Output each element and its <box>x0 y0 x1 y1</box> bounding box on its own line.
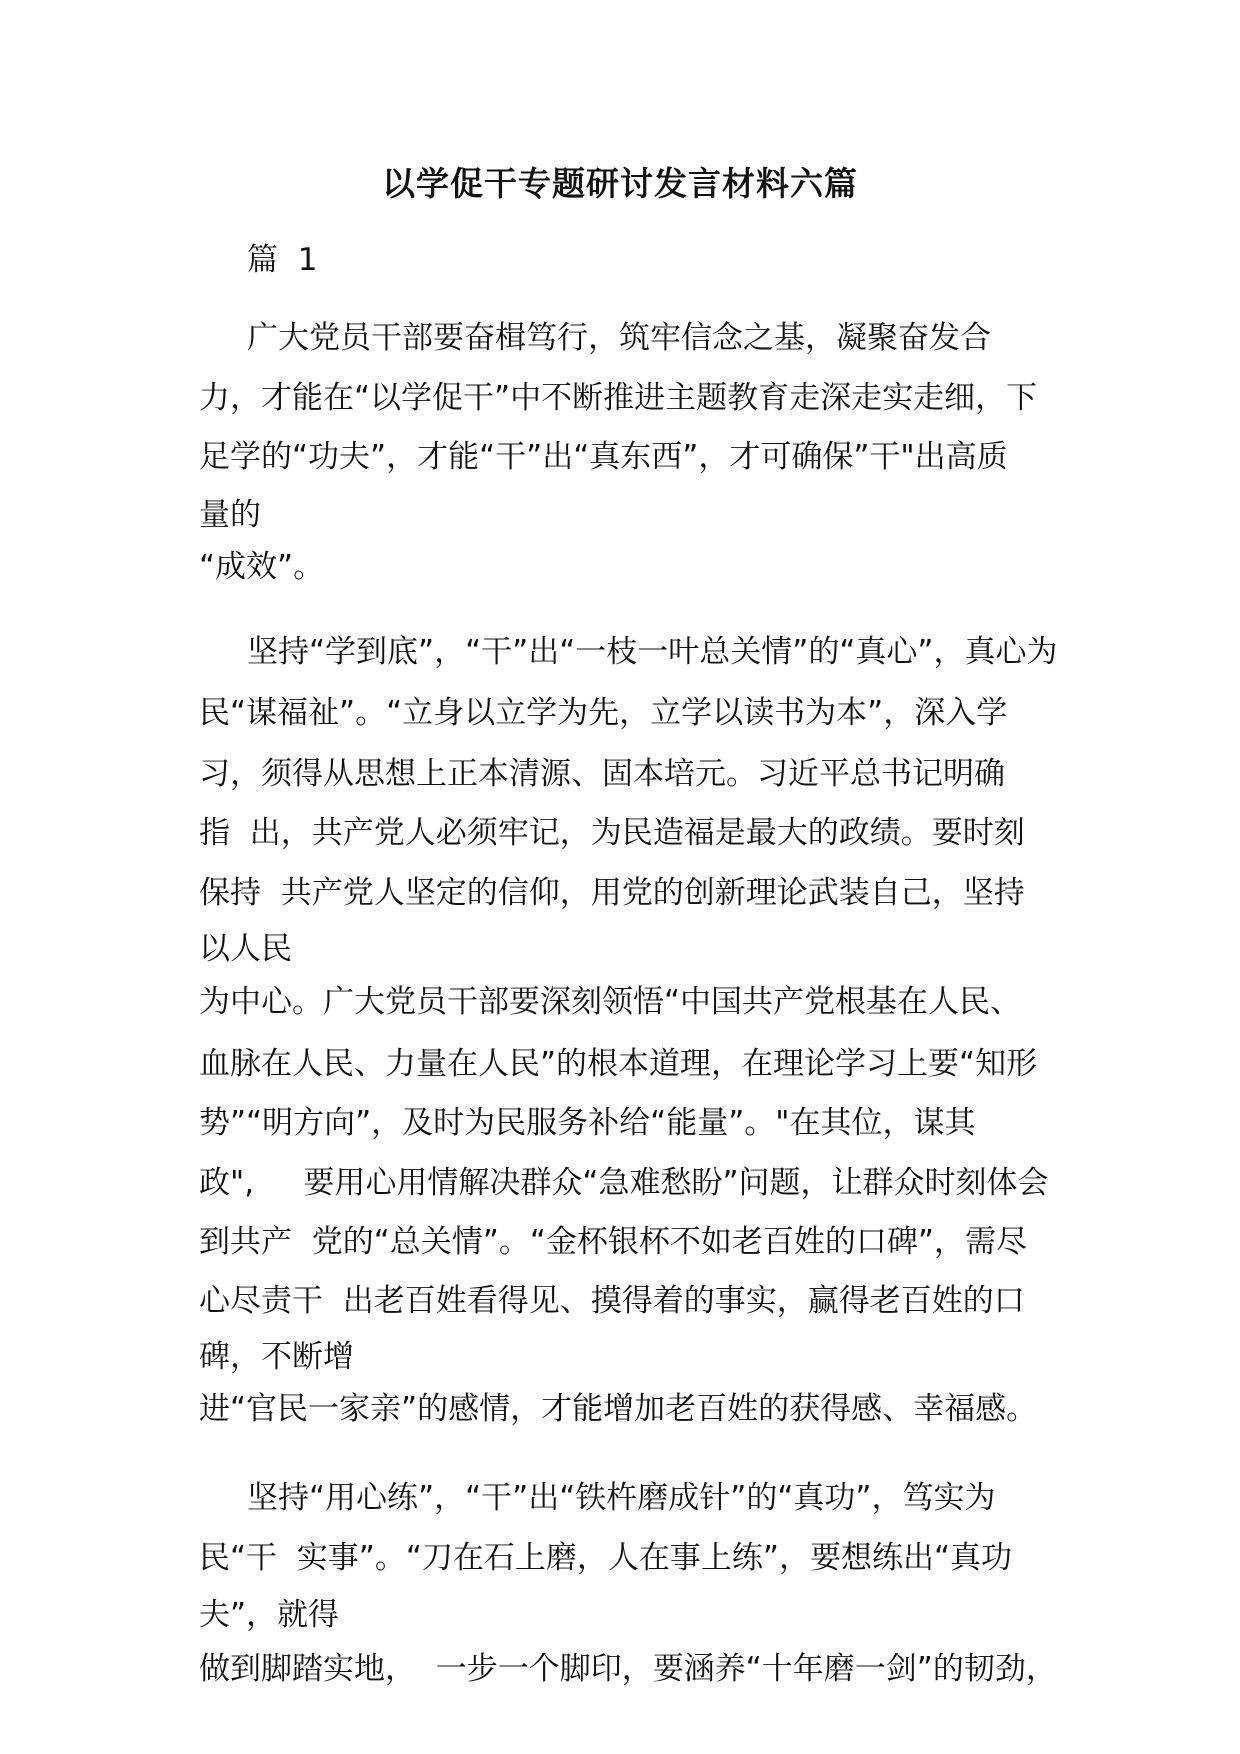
paragraph-line: 保持 共产党人坚定的信仰，用党的创新理论武装自己，坚持 <box>199 875 1025 911</box>
paragraph-line: 政", 要用心用情解决群众“急难愁盼”问题，让群众时刻体会 <box>199 1165 1049 1201</box>
paragraph-line: 做到脚踏实地， 一步一个脚印，要涵养“十年磨一剑”的韧劲， <box>199 1651 1057 1687</box>
section-heading: 篇 1 <box>247 242 318 278</box>
paragraph-line: 坚持“用心练”，“干”出“铁杵磨成针”的“真功”，笃实为 <box>247 1480 996 1516</box>
paragraph-line: 进“官民一家亲”的感情，才能增加老百姓的获得感、幸福感。 <box>199 1391 1038 1427</box>
paragraph-line: 以人民 <box>199 931 292 967</box>
paragraph-line: 习，须得从思想上正本清源、固本培元。习近平总书记明确 <box>199 756 1005 792</box>
paragraph-line: 民“谋福祉”。“立身以立学为先，立学以读书为本”，深入学 <box>199 695 1008 731</box>
paragraph-line: 广大党员干部要奋楫笃行，筑牢信念之基，凝聚奋发合 <box>247 320 991 356</box>
paragraph-line: 心尽责干 出老百姓看得见、摸得着的事实，赢得老百姓的口 <box>199 1283 1025 1319</box>
paragraph-line: “成效”。 <box>199 549 325 585</box>
paragraph-line: 足学的“功夫”，才能“干”出“真东西”，才可确保”干"出高质 <box>199 439 1008 475</box>
paragraph-line: 夫”，就得 <box>199 1597 340 1633</box>
paragraph-line: 量的 <box>199 497 261 533</box>
document-title: 以学促干专题研讨发言材料六篇 <box>382 164 858 203</box>
paragraph-line: 坚持“学到底”，“干”出“一枝一叶总关情”的“真心”，真心为 <box>247 634 1058 670</box>
paragraph-line: 碑，不断增 <box>199 1339 354 1375</box>
paragraph-line: 血脉在人民、力量在人民”的根本道理，在理论学习上要“知形 <box>199 1046 1038 1082</box>
paragraph-line: 为中心。广大党员干部要深刻领悟“中国共产党根基在人民、 <box>199 984 1022 1020</box>
paragraph-line: 民“干 实事”。“刀在石上磨，人在事上练”，要想练出“真功 <box>199 1540 1013 1576</box>
paragraph-line: 势”“明方向”，及时为民服务补给“能量”。"在其位，谋其 <box>199 1105 976 1141</box>
paragraph-line: 力，才能在“以学促干”中不断推进主题教育走深走实走细，下 <box>199 380 1038 416</box>
paragraph-line: 到共产 党的“总关情”。“金杯银杯不如老百姓的口碑”，需尽 <box>199 1224 1027 1260</box>
paragraph-line: 指 出，共产党人必须牢记，为民造福是最大的政绩。要时刻 <box>199 815 1025 851</box>
